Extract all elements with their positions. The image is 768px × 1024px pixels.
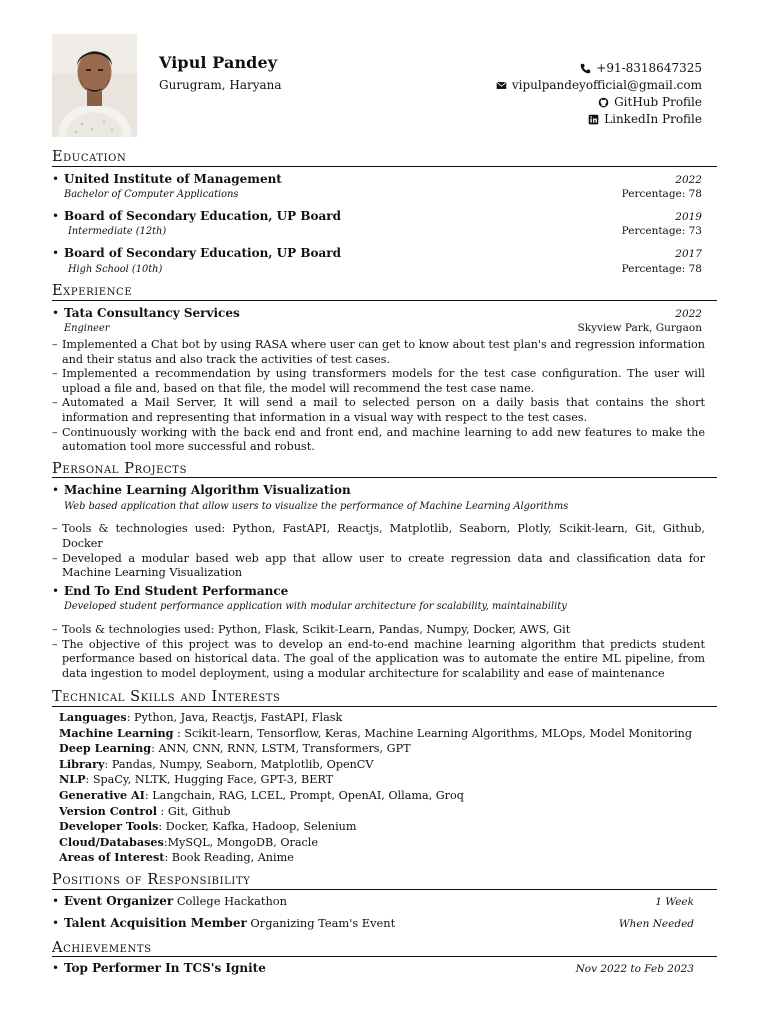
position-role: Talent Acquisition Member xyxy=(64,916,247,931)
skills-heading: Technical Skills and Interests xyxy=(52,690,717,707)
skill-value: Git, Github xyxy=(167,804,231,818)
experience-points xyxy=(52,338,717,455)
list-item: – Automated a Mail Server, It will send a mail to selected person on a daily basis that contains the short information and representing that information in a visual way with respect to the test cases. xyxy=(52,396,705,425)
skill-label: Generative AI xyxy=(59,787,145,802)
linkedin-label: LinkedIn Profile xyxy=(604,112,702,126)
skill-row: Deep Learning: ANN, CNN, RNN, LSTM, Transformers, GPT xyxy=(59,741,411,756)
project-item xyxy=(52,483,717,581)
position-item xyxy=(52,894,717,910)
project-points xyxy=(52,623,717,681)
skill-row: Cloud/Databases:MySQL, MongoDB, Oracle xyxy=(59,834,318,849)
job-location: Skyview Park, Gurgaon xyxy=(577,322,702,335)
candidate-name: Vipul Pandey xyxy=(159,53,278,72)
project-item xyxy=(52,584,717,682)
degree-name: Bachelor of Computer Applications xyxy=(64,189,239,201)
experience-year: 2022 xyxy=(675,307,702,320)
skill-value: Langchain, RAG, LCEL, Prompt, OpenAI, Ollama, Groq xyxy=(152,788,464,802)
resume-page xyxy=(52,34,717,977)
skill-row: Version Control : Git, Github xyxy=(59,803,231,818)
phone-row[interactable] xyxy=(496,60,702,77)
phone-number: +91-8318647325 xyxy=(596,61,702,75)
skill-row: Generative AI: Langchain, RAG, LCEL, Prompt, OpenAI, Ollama, Groq xyxy=(59,787,464,802)
list-item: – Continuously working with the back end and front end, and machine learning to add new features to make the automation tool more successful and robust. xyxy=(52,426,705,455)
degree-name: Intermediate (12th) xyxy=(68,226,167,238)
project-name: • Machine Learning Algorithm Visualization xyxy=(64,483,351,498)
skill-value: MySQL, MongoDB, Oracle xyxy=(167,835,318,849)
linkedin-link[interactable] xyxy=(496,111,702,128)
skill-row: Machine Learning : Scikit-learn, Tensorflow, Keras, Machine Learning Algorithms, MLOps, Model Monitoring xyxy=(59,725,693,740)
project-description: Developed student performance application with modular architecture for scalability, maintainability xyxy=(64,601,567,613)
skill-value: SpaCy, NLTK, Hugging Face, GPT-3, BERT xyxy=(92,773,334,787)
graduation-year: 2022 xyxy=(675,173,702,186)
list-item: – The objective of this project was to develop an end-to-end machine learning algorithm that predicts student performance based on historical data. The goal of the application was to automate the entire ML pipeline, from data ingestion to model deployment, using a modular architecture for scalability and ease of maintenance xyxy=(52,638,705,682)
contact-block xyxy=(496,60,702,128)
list-item: – Developed a modular based web app that allow user to create regression data and classification data for Machine Learning Visualization xyxy=(52,552,705,581)
degree-name: High School (10th) xyxy=(68,263,163,275)
achievement-duration: Nov 2022 to Feb 2023 xyxy=(575,963,694,976)
github-link[interactable] xyxy=(496,94,702,111)
candidate-location: Gurugram, Haryana xyxy=(159,78,282,92)
skill-value: Pandas, Numpy, Seaborn, Matplotlib, OpenCV xyxy=(111,757,374,771)
projects-heading: Personal Projects xyxy=(52,462,717,479)
project-points xyxy=(52,522,717,580)
education-item xyxy=(52,209,717,240)
github-icon xyxy=(598,97,609,108)
list-item: – Implemented a recommendation by using transformers models for the test case configuration. The user will upload a file and, based on that file, the model will recommend the test case name. xyxy=(52,367,705,396)
skill-label: NLP xyxy=(59,772,86,787)
graduation-year: 2019 xyxy=(675,210,702,223)
education-item xyxy=(52,246,717,277)
education-item xyxy=(52,172,717,203)
job-role: Engineer xyxy=(64,323,110,335)
phone-icon xyxy=(580,63,591,74)
skill-label: Developer Tools xyxy=(59,819,159,834)
position-detail: College Hackathon xyxy=(176,893,287,908)
skill-row: Languages: Python, Java, Reactjs, FastAPI, Flask xyxy=(59,710,343,724)
email-address: vipulpandeyofficial@gmail.com xyxy=(511,78,702,92)
school-name: • Board of Secondary Education, UP Board xyxy=(64,208,341,223)
position-role: Event Organizer xyxy=(64,893,174,908)
list-item: – Tools & technologies used: Python, Flask, Scikit-Learn, Pandas, Numpy, Docker, AWS, Git xyxy=(52,623,705,638)
profile-photo xyxy=(52,34,137,137)
skills-list xyxy=(52,710,717,866)
resume-header xyxy=(52,34,717,138)
project-name: • End To End Student Performance xyxy=(64,583,289,598)
graduation-year: 2017 xyxy=(675,247,702,260)
score: Percentage: 78 xyxy=(621,262,702,275)
skill-row: Areas of Interest: Book Reading, Anime xyxy=(59,850,294,865)
company-name: • Tata Consultancy Services xyxy=(64,305,240,320)
github-label: GitHub Profile xyxy=(614,95,702,109)
skill-value: Python, Java, Reactjs, FastAPI, Flask xyxy=(134,711,343,724)
linkedin-icon xyxy=(588,114,599,125)
score: Percentage: 78 xyxy=(621,188,702,201)
skill-value: ANN, CNN, RNN, LSTM, Transformers, GPT xyxy=(158,742,411,756)
score: Percentage: 73 xyxy=(621,225,702,238)
school-name: • United Institute of Management xyxy=(64,171,282,186)
skill-label: Version Control xyxy=(59,803,157,818)
email-row[interactable] xyxy=(496,77,702,94)
achievement-item xyxy=(52,961,717,977)
skill-value: Book Reading, Anime xyxy=(171,851,294,865)
position-duration: 1 Week xyxy=(655,895,694,908)
list-item: – Implemented a Chat bot by using RASA where user can get to know about test plan's and regression information and their status and also track the activities of test cases. xyxy=(52,338,705,367)
position-item xyxy=(52,916,717,932)
experience-heading: Experience xyxy=(52,284,717,301)
school-name: • Board of Secondary Education, UP Board xyxy=(64,245,341,260)
achievements-heading: Achievements xyxy=(52,941,717,958)
education-section xyxy=(52,172,717,278)
skill-value: Docker, Kafka, Hadoop, Selenium xyxy=(165,820,357,834)
skill-label: Deep Learning xyxy=(59,741,152,756)
project-description: Web based application that allow users to visualize the performance of Machine Learning Algorithms xyxy=(64,500,569,512)
position-duration: When Needed xyxy=(618,918,694,931)
position-detail: Organizing Team's Event xyxy=(250,916,396,931)
skill-value: Scikit-learn, Tensorflow, Keras, Machine Learning Algorithms, MLOps, Model Monitoring xyxy=(184,726,693,740)
achievement-name: • Top Performer In TCS's Ignite xyxy=(64,961,266,976)
skill-label: Library xyxy=(59,756,105,771)
skill-row: NLP: SpaCy, NLTK, Hugging Face, GPT-3, BERT xyxy=(59,772,334,787)
skill-label: Languages xyxy=(59,710,127,724)
skill-label: Areas of Interest xyxy=(59,850,165,865)
envelope-icon xyxy=(496,80,507,91)
skill-label: Cloud/Databases xyxy=(59,834,164,849)
list-item: – Tools & technologies used: Python, FastAPI, Reactjs, Matplotlib, Seaborn, Plotly, Scikit-learn, Git, Github, Docker xyxy=(52,522,705,551)
experience-item xyxy=(52,306,717,455)
skill-row: Developer Tools: Docker, Kafka, Hadoop, Selenium xyxy=(59,819,357,834)
skill-row: Library: Pandas, Numpy, Seaborn, Matplotlib, OpenCV xyxy=(59,756,374,771)
skill-label: Machine Learning xyxy=(59,725,174,740)
education-heading: Education xyxy=(52,150,717,167)
positions-heading: Positions of Responsibility xyxy=(52,873,717,890)
